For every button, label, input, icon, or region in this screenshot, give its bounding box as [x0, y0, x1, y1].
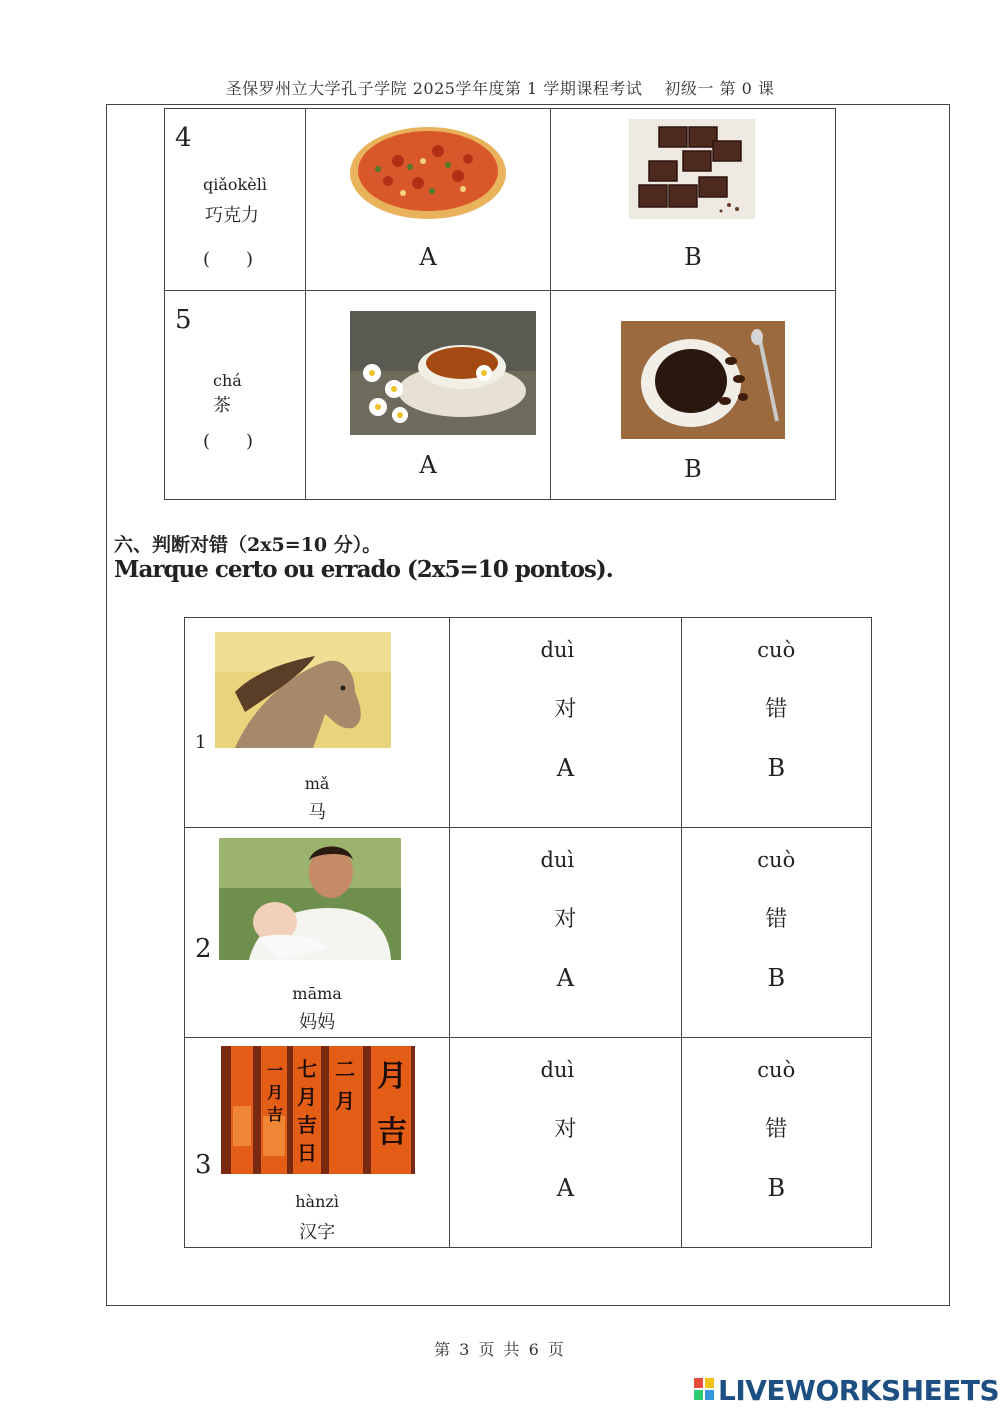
option-b-cell[interactable] — [551, 291, 836, 500]
coffee-cup-image — [621, 321, 785, 439]
answer-blank[interactable]: ( ) — [203, 249, 254, 270]
statement-hanzi: 汉字 — [299, 1222, 336, 1243]
cuo-letter: B — [767, 1174, 786, 1202]
cuo-letter: B — [767, 754, 786, 782]
svg-text:二: 二 — [335, 1057, 355, 1081]
dui-hanzi: 对 — [554, 1117, 577, 1142]
statement-number: 1 — [195, 732, 207, 753]
question-pinyin: chá — [213, 371, 242, 390]
table-row — [165, 109, 836, 291]
page-header: 圣保罗州立大学孔子学院 2025学年度第 1 学期课程考试 初级一 第 0 课 — [225, 79, 775, 98]
question-hanzi: 巧克力 — [205, 205, 259, 226]
false-option-cell[interactable] — [681, 1038, 871, 1248]
statement-number: 2 — [195, 934, 212, 964]
dui-letter: A — [556, 754, 575, 782]
table-row — [185, 828, 872, 1038]
liveworksheets-logo-icon — [694, 1378, 714, 1400]
statement-cell — [185, 618, 450, 828]
father-with-baby-image — [219, 838, 401, 960]
statement-pinyin: māma — [292, 984, 342, 1003]
dui-hanzi: 对 — [554, 697, 577, 722]
cuo-hanzi: 错 — [765, 697, 788, 722]
dui-letter: A — [556, 1174, 575, 1202]
question-hanzi: 茶 — [213, 395, 231, 416]
true-false-table — [184, 617, 872, 1248]
statement-pinyin: mǎ — [304, 774, 330, 793]
cuo-pinyin: cuò — [757, 638, 796, 662]
question-number: 5 — [175, 305, 192, 335]
table-row — [165, 291, 836, 500]
svg-text:吉: 吉 — [377, 1115, 407, 1150]
true-option-cell[interactable] — [450, 618, 681, 828]
section-title-portuguese: Marque certo ou errado (2x5=10 pontos). — [114, 556, 613, 583]
dui-pinyin: duì — [540, 1058, 575, 1082]
option-a-cell[interactable] — [306, 291, 551, 500]
table-row — [185, 1038, 872, 1248]
cuo-hanzi: 错 — [765, 907, 788, 932]
table-row — [185, 618, 872, 828]
page-footer: 第 3 页 共 6 页 — [434, 1340, 566, 1359]
dui-hanzi: 对 — [554, 907, 577, 932]
svg-text:月: 月 — [267, 1083, 284, 1102]
option-b-label: B — [684, 243, 702, 271]
dui-pinyin: duì — [540, 848, 575, 872]
svg-text:月: 月 — [297, 1085, 317, 1109]
pizza-image — [348, 121, 508, 221]
statement-hanzi: 马 — [308, 802, 327, 823]
svg-text:一: 一 — [267, 1061, 284, 1080]
option-b-label: B — [684, 455, 702, 483]
horse-image — [215, 632, 391, 748]
option-a-cell[interactable] — [306, 109, 551, 291]
liveworksheets-logo[interactable]: LIVEWORKSHEETS — [718, 1374, 1000, 1407]
question-number: 4 — [175, 123, 192, 153]
svg-text:月: 月 — [377, 1059, 407, 1094]
true-option-cell[interactable] — [450, 1038, 681, 1248]
section-title-chinese: 六、判断对错（2x5=10 分）。 — [114, 534, 382, 556]
option-b-cell[interactable] — [551, 109, 836, 291]
question-cell — [165, 291, 306, 500]
cuo-hanzi: 错 — [765, 1117, 788, 1142]
option-a-label: A — [419, 243, 437, 271]
matching-table — [164, 108, 836, 500]
option-a-label: A — [419, 451, 437, 479]
svg-text:七: 七 — [297, 1057, 317, 1081]
dui-pinyin: duì — [540, 638, 575, 662]
false-option-cell[interactable] — [681, 618, 871, 828]
statement-hanzi: 妈妈 — [299, 1012, 336, 1033]
question-cell — [165, 109, 306, 291]
statement-pinyin: hànzì — [295, 1192, 339, 1211]
cuo-pinyin: cuò — [757, 848, 796, 872]
statement-cell — [185, 828, 450, 1038]
cuo-letter: B — [767, 964, 786, 992]
false-option-cell[interactable] — [681, 828, 871, 1038]
tea-cup-image — [350, 311, 536, 435]
svg-text:月: 月 — [335, 1089, 355, 1113]
svg-text:吉: 吉 — [267, 1105, 284, 1124]
answer-blank[interactable]: ( ) — [203, 431, 254, 452]
statement-cell — [185, 1038, 450, 1248]
cuo-pinyin: cuò — [757, 1058, 796, 1082]
true-option-cell[interactable] — [450, 828, 681, 1038]
svg-text:日: 日 — [297, 1141, 317, 1165]
chinese-characters-image — [221, 1046, 415, 1174]
statement-number: 3 — [195, 1150, 212, 1180]
chocolate-image — [629, 119, 755, 219]
question-pinyin: qiǎokèlì — [203, 175, 267, 194]
svg-text:吉: 吉 — [297, 1113, 317, 1137]
dui-letter: A — [556, 964, 575, 992]
